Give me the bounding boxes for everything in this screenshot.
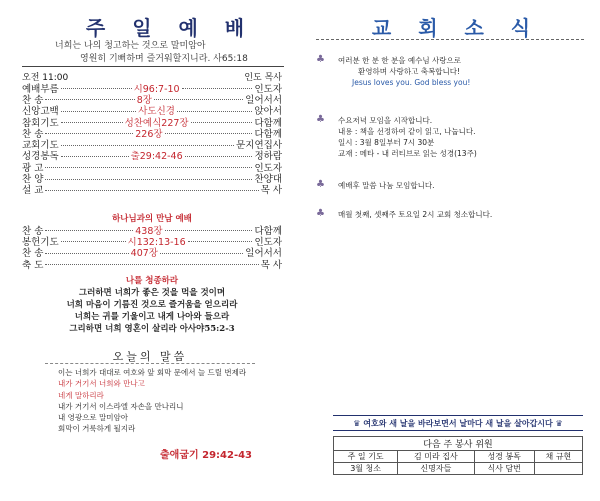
order-row	[22, 184, 282, 195]
dotted-leader	[45, 230, 133, 231]
duty-cell: 3월 청소	[334, 463, 398, 475]
order-reference: 226장	[135, 128, 163, 140]
order-reference: 8장	[136, 94, 152, 106]
order-label: 신앙고백	[22, 106, 59, 118]
news-line: 매월 첫째, 셋째주 토요일 2시 교회 청소합니다.	[338, 210, 493, 219]
duty-table	[333, 436, 583, 475]
bell-icon: ♣	[316, 114, 325, 125]
news-highlight: Jesus loves you. God bless you!	[352, 78, 471, 87]
service-time: 오전 11:00	[22, 73, 69, 83]
dotted-leader	[188, 241, 253, 242]
order-label: 찬 송	[22, 248, 44, 260]
order-person: 목 사	[260, 259, 282, 271]
duty-cell: 주 일 기도	[334, 451, 398, 463]
duty-cell: 성경 봉독	[474, 451, 534, 463]
word-line: 이는 너희가 대대로 여호와 앞 회막 문에서 늘 드릴 번제라	[58, 368, 247, 377]
dotted-leader	[154, 99, 243, 100]
dotted-leader	[45, 253, 128, 254]
order-person: 인도자	[254, 162, 282, 174]
news-item-cleaning	[316, 209, 584, 220]
top-verse-line-2: 영원히 기뻐하며 즐거워할지니라. 사65:18	[80, 54, 248, 64]
order-label: 예배부름	[22, 83, 59, 95]
order-reference: 시132:13-16	[127, 236, 186, 248]
order-person: 정하람	[254, 151, 283, 163]
dotted-leader	[61, 145, 234, 146]
word-line: 내가 거기서 너희와 만나고	[58, 379, 145, 389]
order-label: 교회기도	[22, 140, 59, 152]
news-line: 교재 : 메타 - 내 러티브로 읽는 성경(13주)	[338, 149, 477, 158]
order-reference: 사도신경	[138, 106, 175, 118]
order-person: 다함께	[254, 128, 282, 140]
poem-line: 너희 마음이 기름진 것으로 즐거움을 얻으리라	[66, 300, 238, 310]
worship-order-list	[22, 82, 282, 195]
duty-row	[334, 451, 583, 463]
order-row	[22, 172, 282, 186]
order-row	[22, 161, 282, 172]
news-line: 예배후 말씀 나눔 모임합니다.	[338, 181, 435, 190]
order-label: 참회기도	[22, 117, 59, 129]
service-leader: 인도 목사	[244, 73, 282, 83]
dotted-leader	[45, 190, 258, 191]
duty-caption: 다음 주 봉사 위원	[334, 437, 583, 451]
dotted-leader	[61, 122, 123, 123]
dotted-leader	[45, 99, 134, 100]
dotted-leader	[45, 264, 258, 265]
word-line: 내 영광으로 말미암아	[58, 413, 128, 423]
word-reference: 출애굽기 29:42-43	[160, 450, 253, 461]
news-item-wednesday	[316, 115, 584, 159]
dotted-leader	[160, 253, 243, 254]
news-item-welcome	[316, 55, 584, 88]
news-divider	[316, 39, 584, 40]
order-person: 인도자	[254, 236, 282, 248]
bell-icon: ♣	[316, 54, 325, 65]
duty-cell: 김 미라 집사	[398, 451, 474, 463]
news-title: 교 회 소 식	[371, 16, 541, 40]
order-reference: 407장	[130, 248, 158, 260]
order-person: 목 사	[260, 185, 282, 197]
word-line: 네게 말하리라	[58, 390, 104, 400]
dotted-leader	[61, 111, 137, 112]
meet-order-list	[22, 224, 282, 269]
todays-word-divider	[45, 363, 255, 364]
worship-title: 주 일 예 배	[85, 16, 255, 40]
duty-cell: 식사 담번	[474, 463, 534, 475]
header-divider	[22, 66, 284, 67]
todays-word-lines	[58, 367, 246, 435]
order-person: 다함께	[254, 117, 282, 129]
order-person: 다함께	[254, 225, 282, 237]
order-label: 축 도	[22, 259, 44, 271]
order-person: 일어서서	[245, 94, 283, 106]
news-line: 환영하며 사랑하고 축복합니다!	[358, 67, 460, 76]
news-item-bible-study	[316, 180, 584, 191]
duty-cell	[534, 463, 582, 475]
poem-line: 그리하면 너희 영혼이 살리라 아사야55:2-3	[69, 324, 235, 334]
dotted-leader	[182, 88, 253, 89]
word-line: 내가 거기서 이스라엘 자손을 만나리니	[58, 401, 184, 411]
order-label: 찬 양	[22, 174, 44, 186]
order-reference: 438장	[135, 225, 163, 237]
order-label: 봉헌기도	[22, 236, 59, 248]
order-reference: 출29:42-46	[130, 151, 183, 163]
order-label: 찬 송	[22, 94, 44, 106]
dotted-leader	[45, 179, 252, 180]
dotted-leader	[45, 133, 133, 134]
poem-title: 나를 청종하라	[125, 276, 179, 286]
duty-row	[334, 463, 583, 475]
top-verse-line-1: 너희는 나의 청고하는 것으로 말미암아	[55, 41, 206, 51]
news-line: 여러분 한 분 한 분을 예수님 사랑으로	[338, 56, 461, 65]
dotted-leader	[191, 122, 253, 123]
order-label: 찬 송	[22, 128, 44, 140]
bell-icon: ♣	[316, 208, 325, 219]
order-label: 성경봉독	[22, 151, 59, 163]
order-label: 찬 송	[22, 225, 44, 237]
order-person: 인도자	[254, 83, 282, 95]
dotted-leader	[61, 156, 129, 157]
todays-word-title: 오늘의 말씀	[112, 350, 188, 363]
duty-cell: 채 규현	[534, 451, 582, 463]
order-row	[22, 150, 282, 161]
dotted-leader	[165, 230, 253, 231]
meet-section-title: 하나님과의 만남 예배	[112, 214, 192, 224]
dotted-leader	[45, 167, 252, 168]
order-reference: 시96:7-10	[133, 83, 180, 95]
duty-cell: 신명자들	[398, 463, 474, 475]
word-line: 회막이 거룩하게 될지라	[58, 424, 136, 434]
poem-line: 그러하면 너희가 좋은 것을 먹을 것이며	[78, 288, 226, 298]
news-line: 일시 : 3월 8일부터 7시 30분	[338, 138, 435, 147]
dotted-leader	[61, 88, 132, 89]
dotted-leader	[177, 111, 253, 112]
news-line: 내용 : 책을 선정하여 같이 읽고, 나눕니다.	[338, 127, 476, 136]
order-person: 일어서서	[245, 248, 282, 260]
order-row	[22, 82, 282, 93]
bell-icon: ♣	[316, 179, 325, 190]
poem-line: 너희는 귀를 기울이고 내게 나아와 들으라	[74, 312, 230, 322]
order-row	[22, 258, 282, 269]
order-person: 찬양대	[254, 174, 282, 186]
dotted-leader	[61, 241, 126, 242]
dotted-leader	[185, 156, 253, 157]
order-person: 문지연집사	[236, 140, 282, 152]
order-row	[22, 247, 282, 258]
news-line: 수요저녁 모임을 시작합니다.	[338, 116, 433, 125]
motto-banner: ♛ 여호와 새 날을 바라보면서 날마다 새 날을 살아갑시다 ♛	[333, 415, 583, 431]
order-label: 광 고	[22, 162, 44, 174]
dotted-leader	[165, 133, 253, 134]
order-person: 앉아서	[254, 106, 282, 118]
order-label: 설 교	[22, 185, 44, 197]
poem-block	[22, 275, 282, 335]
order-reference: 성찬예식227장	[124, 117, 189, 129]
